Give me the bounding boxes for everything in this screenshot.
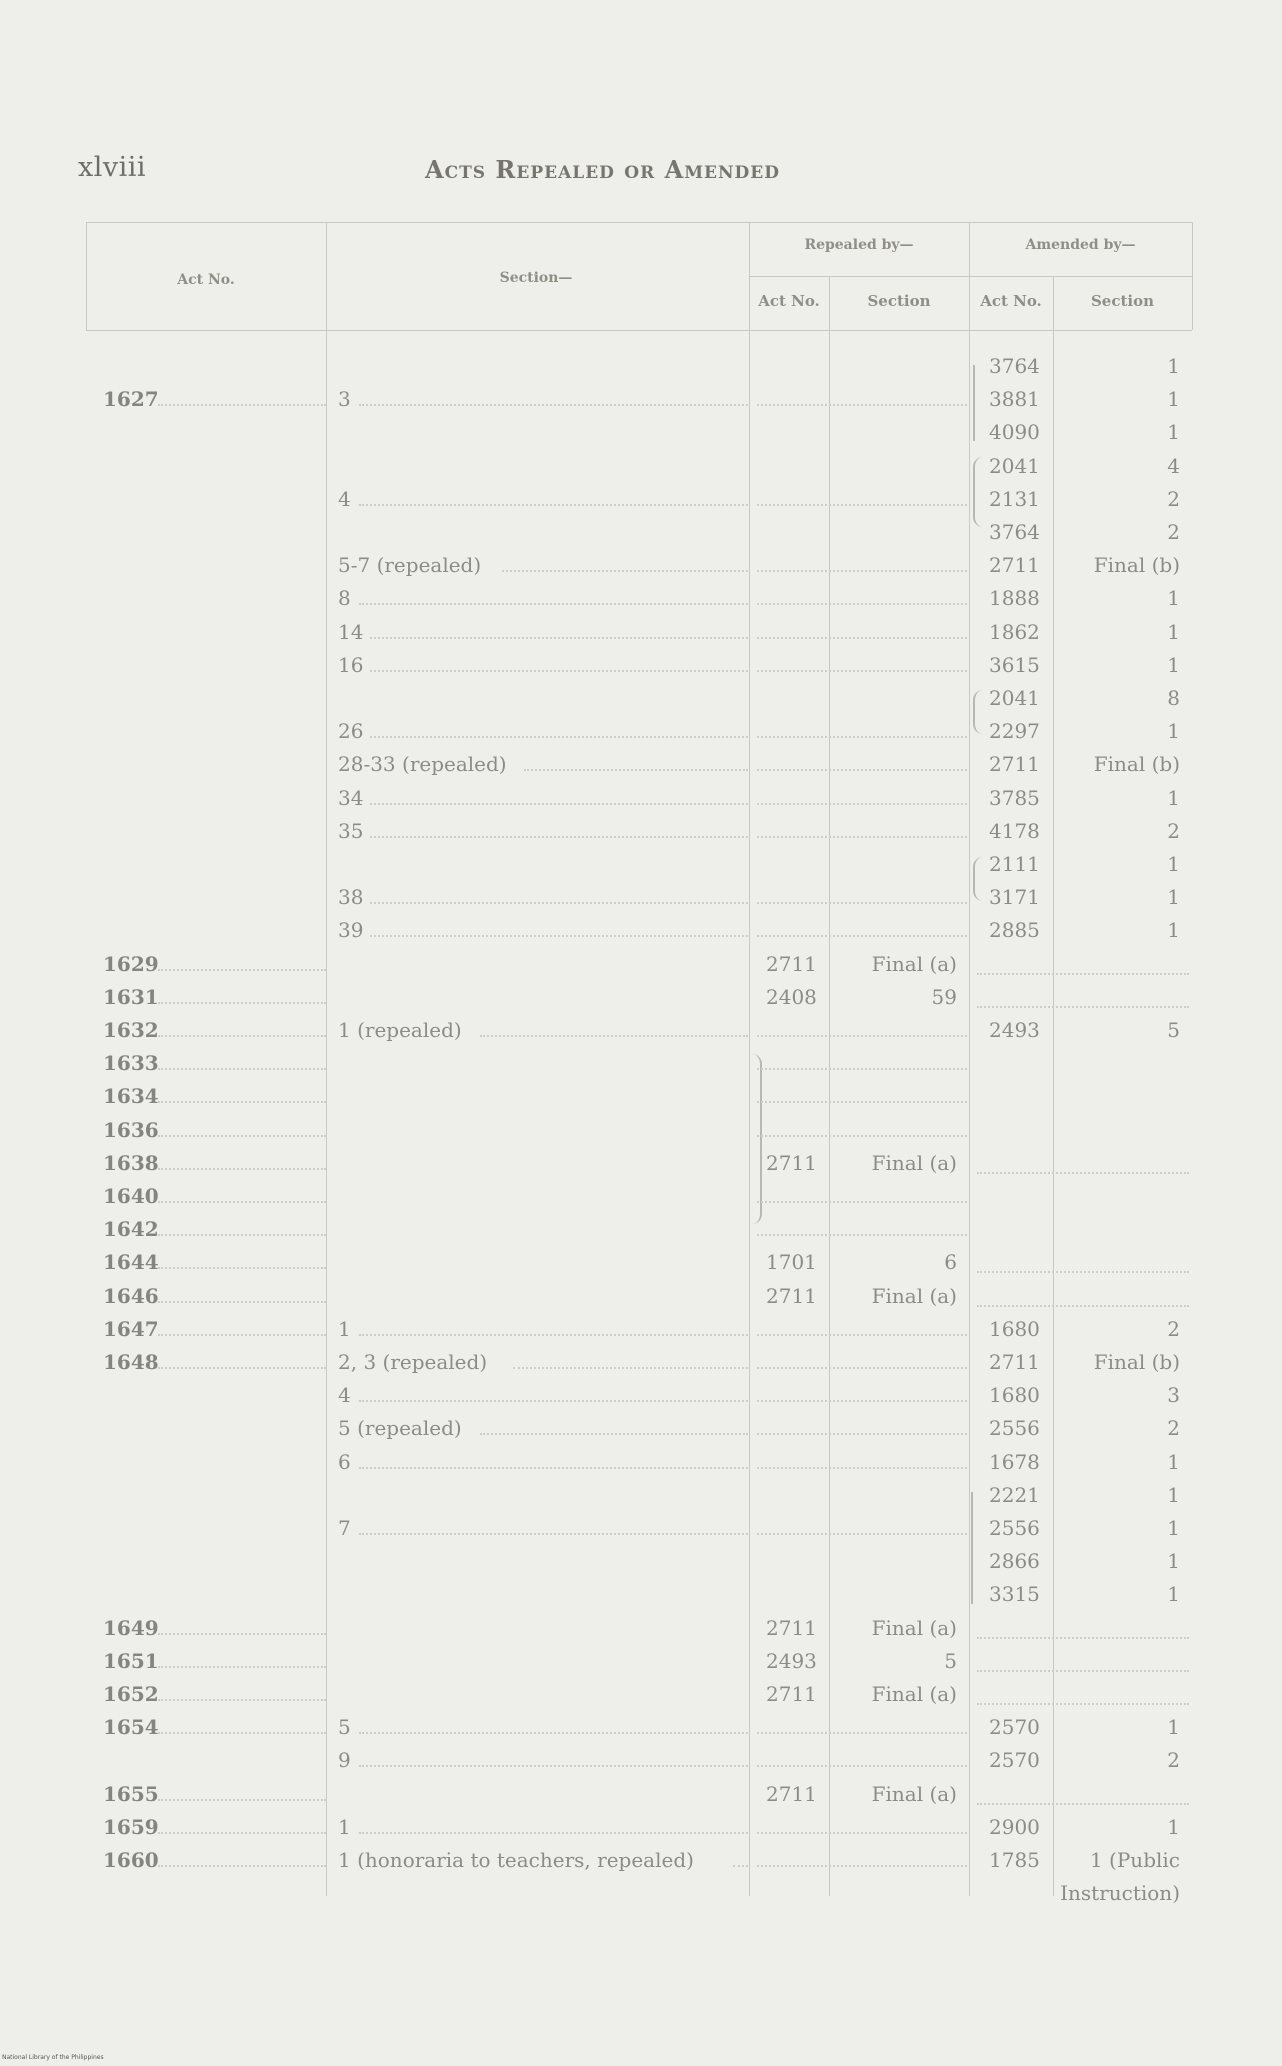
leader-dots [370, 670, 748, 672]
repealed-act-no: 2711 [766, 1615, 817, 1640]
brace-1633-1642 [752, 1054, 762, 1224]
leader-dots [757, 1400, 967, 1402]
section-cell: 34 [338, 785, 364, 810]
amended-section: 1 [1167, 387, 1180, 412]
section-cell: 1 (repealed) [338, 1018, 462, 1042]
amended-section: Instruction) [1060, 1881, 1180, 1906]
brace-1648-7 [971, 1492, 983, 1604]
act-number: 1649 [103, 1615, 159, 1640]
leader-dots [370, 637, 748, 639]
leader-dots [158, 1732, 326, 1734]
leader-dots [757, 1732, 967, 1734]
leader-dots [757, 1865, 967, 1867]
leader-dots [977, 1271, 1189, 1273]
amended-section: 1 [1167, 652, 1180, 677]
amended-act-no: 2297 [989, 719, 1040, 744]
leader-dots [757, 404, 967, 406]
leader-dots [370, 803, 748, 805]
amended-section: 1 [1167, 420, 1180, 445]
amended-section: 4 [1167, 453, 1180, 478]
section-cell: 1 [338, 1814, 351, 1839]
act-number: 1652 [103, 1682, 159, 1706]
act-number: 1654 [103, 1715, 159, 1740]
leader-dots [977, 1703, 1189, 1705]
header-section: Section— [499, 270, 573, 286]
section-cell: 1 [338, 1316, 351, 1341]
leader-dots [359, 504, 748, 506]
section-cell: 6 [338, 1449, 351, 1474]
repealed-act-no: 2711 [766, 1283, 817, 1308]
leader-dots [480, 1035, 748, 1037]
amended-section: 1 [1167, 785, 1180, 810]
amended-act-no: 3764 [989, 520, 1040, 544]
amended-act-no: 1888 [989, 586, 1040, 611]
leader-dots [977, 1637, 1189, 1639]
leader-dots [158, 1201, 326, 1203]
amended-act-no: 2866 [989, 1549, 1040, 1574]
leader-dots [158, 1035, 326, 1037]
leader-dots [977, 1305, 1189, 1307]
leader-dots [158, 1666, 326, 1668]
amended-section: 1 [1167, 1516, 1180, 1540]
section-cell: 14 [338, 619, 364, 644]
section-cell: 3 [338, 387, 351, 412]
amended-section: 2 [1167, 1748, 1180, 1773]
amended-act-no: 2711 [989, 553, 1040, 578]
act-number: 1642 [103, 1217, 159, 1242]
amended-section: 1 [1167, 1715, 1180, 1740]
repealed-section: 6 [944, 1250, 957, 1275]
leader-dots [757, 1467, 967, 1469]
section-cell: 26 [338, 719, 364, 744]
section-cell: 7 [338, 1516, 351, 1540]
amended-act-no: 2570 [989, 1748, 1040, 1773]
leader-dots [757, 1201, 967, 1203]
amended-section: 1 (Public [1089, 1848, 1180, 1872]
repealed-act-no: 2711 [766, 1682, 817, 1706]
section-cell: 5-7 (repealed) [338, 553, 482, 578]
leader-dots [757, 570, 967, 572]
amended-act-no: 2111 [989, 852, 1040, 876]
leader-dots [158, 1832, 326, 1834]
brace-1627-38 [973, 857, 985, 901]
repealed-act-no: 2711 [766, 1781, 817, 1806]
repealed-section: Final (a) [871, 1615, 957, 1640]
act-number: 1655 [103, 1781, 159, 1806]
section-cell: 35 [338, 818, 364, 843]
act-number: 1629 [103, 951, 159, 976]
leader-dots [757, 1334, 967, 1336]
page-title: Acts Repealed or Amended [425, 155, 780, 184]
header-bottom-rule [86, 330, 1192, 331]
act-number: 1640 [103, 1184, 159, 1208]
leader-dots [977, 1172, 1189, 1174]
repealed-act-no: 2711 [766, 1150, 817, 1175]
section-cell: 4 [338, 1383, 351, 1408]
amended-act-no: 3785 [989, 785, 1040, 810]
repealed-section: Final (a) [871, 1682, 957, 1706]
repealed-section: 59 [931, 984, 957, 1009]
amended-section: 2 [1167, 486, 1180, 511]
leader-dots [158, 1135, 326, 1137]
leader-dots [359, 1765, 748, 1767]
section-cell: 5 [338, 1715, 351, 1740]
amended-act-no: 2556 [989, 1416, 1040, 1441]
amended-section: 1 [1167, 1482, 1180, 1507]
act-number: 1636 [103, 1117, 159, 1142]
leader-dots [359, 1334, 748, 1336]
amended-act-no: 2041 [989, 686, 1040, 710]
act-number: 1659 [103, 1814, 159, 1839]
repealed-section: Final (a) [871, 951, 957, 976]
leader-dots [977, 1803, 1189, 1805]
leader-dots [524, 769, 748, 771]
amended-act-no: 2221 [989, 1482, 1040, 1507]
amended-section: 1 [1167, 354, 1180, 378]
leader-dots [359, 1467, 748, 1469]
amended-act-no: 3171 [989, 885, 1040, 910]
leader-dots [757, 637, 967, 639]
leader-dots [158, 1699, 326, 1701]
section-cell: 39 [338, 918, 364, 943]
brace-1627-3 [973, 365, 985, 441]
leader-dots [158, 1799, 326, 1801]
leader-dots [757, 1433, 967, 1435]
header-repealed-by: Repealed by— [804, 237, 914, 253]
leader-dots [158, 1101, 326, 1103]
leader-dots [158, 1367, 326, 1369]
repealed-act-no: 2493 [766, 1648, 817, 1673]
leader-dots [359, 1533, 748, 1535]
amended-section: Final (b) [1093, 553, 1180, 578]
act-number: 1660 [103, 1848, 159, 1872]
leader-dots [757, 1035, 967, 1037]
act-number: 1632 [103, 1018, 159, 1042]
col-rule-2 [749, 222, 750, 1896]
leader-dots [757, 1068, 967, 1070]
leader-dots [977, 1006, 1189, 1008]
leader-dots [757, 1832, 967, 1834]
amended-act-no: 2885 [989, 918, 1040, 943]
amended-section: 2 [1167, 1416, 1180, 1441]
amended-act-no: 2711 [989, 752, 1040, 777]
amended-section: 1 [1167, 918, 1180, 943]
leader-dots [757, 1765, 967, 1767]
amended-act-no: 1680 [989, 1383, 1040, 1408]
amended-act-no: 1785 [989, 1848, 1040, 1872]
leader-dots [757, 1135, 967, 1137]
leader-dots [757, 803, 967, 805]
section-cell: 8 [338, 586, 351, 611]
repealed-act-no: 2711 [766, 951, 817, 976]
amended-section: 2 [1167, 818, 1180, 843]
amended-section: 2 [1167, 520, 1180, 544]
amended-act-no: 1678 [989, 1449, 1040, 1474]
leader-dots [359, 1832, 748, 1834]
leader-dots [757, 1533, 967, 1535]
leader-dots [370, 736, 748, 738]
leader-dots [158, 1301, 326, 1303]
header-amended-section: Section [1090, 292, 1155, 310]
amended-section: 1 [1167, 619, 1180, 644]
amended-section: 1 [1167, 1582, 1180, 1607]
act-number: 1638 [103, 1150, 159, 1175]
amended-section: 8 [1167, 686, 1180, 710]
leader-dots [757, 1367, 967, 1369]
leader-dots [158, 1865, 326, 1867]
act-number: 1631 [103, 984, 159, 1009]
section-cell: 5 (repealed) [338, 1416, 462, 1441]
leader-dots [757, 836, 967, 838]
brace-1627-26 [973, 690, 985, 734]
leader-dots [757, 1234, 967, 1236]
leader-dots [158, 1633, 326, 1635]
amended-section: 1 [1167, 719, 1180, 744]
leader-dots [757, 769, 967, 771]
leader-dots [757, 670, 967, 672]
amended-section: 1 [1167, 586, 1180, 611]
leader-dots [977, 973, 1189, 975]
page-number: xlviii [78, 152, 147, 183]
act-number: 1644 [103, 1250, 159, 1275]
repealed-section: 5 [944, 1648, 957, 1673]
act-number: 1627 [103, 387, 159, 412]
leader-dots [359, 404, 748, 406]
table-top-rule [86, 222, 1192, 223]
leader-dots [480, 1433, 748, 1435]
section-cell: 4 [338, 486, 351, 511]
amended-act-no: 1680 [989, 1316, 1040, 1341]
section-cell: 9 [338, 1748, 351, 1773]
leader-dots [370, 902, 748, 904]
col-rule-4 [969, 222, 970, 1896]
leader-dots [757, 603, 967, 605]
amended-act-no: 2131 [989, 486, 1040, 511]
amended-act-no: 2041 [989, 453, 1040, 478]
leader-dots [359, 1400, 748, 1402]
leader-dots [158, 1002, 326, 1004]
act-number: 1633 [103, 1051, 159, 1076]
leader-dots [158, 404, 326, 406]
amended-section: 1 [1167, 1449, 1180, 1474]
brace-1627-4 [973, 457, 985, 527]
amended-act-no: 4090 [989, 420, 1040, 445]
amended-section: 1 [1167, 885, 1180, 910]
header-repealed-section: Section [867, 292, 931, 310]
amended-act-no: 2556 [989, 1516, 1040, 1540]
header-repealed-act-no: Act No. [758, 292, 820, 310]
repealed-section: Final (a) [871, 1283, 957, 1308]
amended-act-no: 1862 [989, 619, 1040, 644]
amended-act-no: 2900 [989, 1814, 1040, 1839]
leader-dots [158, 1234, 326, 1236]
amended-act-no: 2711 [989, 1350, 1040, 1374]
amended-section: 3 [1167, 1383, 1180, 1408]
amended-act-no: 3764 [989, 354, 1040, 378]
header-amended-by: Amended by— [1025, 237, 1136, 253]
repealed-section: Final (a) [871, 1150, 957, 1175]
leader-dots [757, 1101, 967, 1103]
amended-act-no: 3315 [989, 1582, 1040, 1607]
amended-act-no: 3881 [989, 387, 1040, 412]
leader-dots [370, 836, 748, 838]
section-cell: 28-33 (repealed) [338, 752, 507, 777]
header-amended-act-no: Act No. [980, 292, 1042, 310]
act-number: 1646 [103, 1283, 159, 1308]
section-cell: 2, 3 (repealed) [338, 1350, 488, 1374]
amended-section: 1 [1167, 1814, 1180, 1839]
header-act-no: Act No. [177, 272, 235, 288]
section-cell: 38 [338, 885, 364, 910]
leader-dots [513, 1367, 748, 1369]
amended-section: 5 [1167, 1018, 1180, 1042]
act-number: 1651 [103, 1648, 159, 1673]
repealed-section: Final (a) [871, 1781, 957, 1806]
left-rule [86, 222, 87, 330]
amended-act-no: 3615 [989, 652, 1040, 677]
leader-dots [158, 1334, 326, 1336]
leader-dots [502, 570, 748, 572]
leader-dots [158, 1168, 326, 1170]
amended-section: Final (b) [1093, 752, 1180, 777]
leader-dots [757, 736, 967, 738]
leader-dots [757, 935, 967, 937]
amended-section: Final (b) [1093, 1350, 1180, 1374]
leader-dots [158, 969, 326, 971]
leader-dots [757, 504, 967, 506]
right-rule [1192, 222, 1193, 330]
leader-dots [359, 1732, 748, 1734]
repealed-act-no: 1701 [766, 1250, 817, 1275]
act-number: 1648 [103, 1350, 159, 1374]
leader-dots [733, 1865, 748, 1867]
amended-section: 2 [1167, 1316, 1180, 1341]
library-stamp: National Library of the Philippines [2, 2054, 104, 2061]
amended-section: 1 [1167, 1549, 1180, 1574]
leader-dots [370, 935, 748, 937]
leader-dots [359, 603, 748, 605]
amended-act-no: 2493 [989, 1018, 1040, 1042]
repealed-act-no: 2408 [766, 984, 817, 1009]
leader-dots [977, 1670, 1189, 1672]
header-split-rule [749, 276, 1192, 277]
col-rule-1 [326, 222, 327, 1896]
section-cell: 16 [338, 652, 364, 677]
act-number: 1634 [103, 1084, 159, 1109]
leader-dots [158, 1267, 326, 1269]
amended-act-no: 4178 [989, 818, 1040, 843]
leader-dots [757, 902, 967, 904]
amended-act-no: 2570 [989, 1715, 1040, 1740]
act-number: 1647 [103, 1316, 159, 1341]
leader-dots [158, 1068, 326, 1070]
section-cell: 1 (honoraria to teachers, repealed) [338, 1848, 694, 1872]
amended-section: 1 [1167, 852, 1180, 876]
